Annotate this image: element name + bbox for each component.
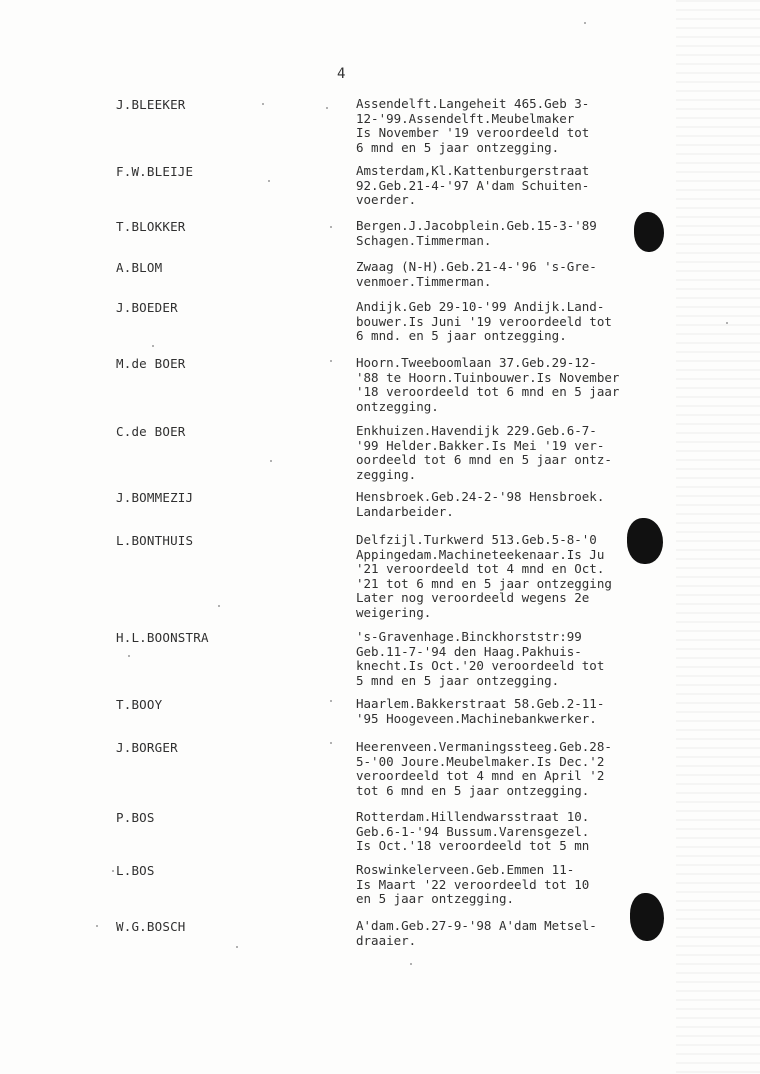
details-line: Later nog veroordeeld wegens 2e	[356, 590, 590, 606]
details-line: Is Oct.'18 veroordeeld tot 5 mn	[356, 838, 590, 854]
details-line: Enkhuizen.Havendijk 229.Geb.6-7-	[356, 423, 597, 438]
details-line: zegging.	[356, 466, 417, 482]
details-line: Amsterdam,Kl.Kattenburgerstraat	[356, 163, 590, 178]
details-line: Geb.6-1-'94 Bussum.Varensgezel.	[356, 823, 590, 839]
details-line: voerder.	[356, 192, 417, 208]
details-line: 6 mnd. en 5 jaar ontzegging.	[356, 328, 567, 344]
person-name: T.BOOY	[116, 697, 163, 712]
person-details	[356, 164, 656, 208]
details-line: 6 mnd en 5 jaar ontzegging.	[356, 139, 560, 155]
details-line: veroordeeld tot 4 mnd en April '2	[356, 768, 605, 784]
details-line: 's-Gravenhage.Binckhorststr:99	[356, 629, 582, 644]
details-line: 92.Geb.21-4-'97 A'dam Schuiten-	[356, 177, 590, 193]
person-name: C.de BOER	[116, 424, 186, 439]
person-details	[356, 300, 656, 344]
person-name: H.L.BOONSTRA	[116, 630, 209, 645]
paper-speck	[218, 605, 220, 607]
person-details	[356, 356, 656, 414]
person-name: L.BONTHUIS	[116, 533, 194, 548]
details-line: A'dam.Geb.27-9-'98 A'dam Metsel-	[356, 918, 597, 933]
ink-blot	[634, 212, 664, 252]
details-line: ontzegging.	[356, 398, 439, 414]
paper-speck	[152, 345, 154, 347]
person-name: J.BLEEKER	[116, 97, 186, 112]
details-line: 5-'00 Joure.Meubelmaker.Is Dec.'2	[356, 753, 605, 769]
details-line: draaier.	[356, 932, 417, 948]
paper-speck	[112, 870, 114, 872]
person-name: L.BOS	[116, 863, 155, 878]
person-details	[356, 863, 656, 907]
person-details	[356, 260, 656, 289]
details-line: '21 tot 6 mnd en 5 jaar ontzegging	[356, 575, 612, 591]
details-line: weigering.	[356, 604, 432, 620]
details-line: '21 veroordeeld tot 4 mnd en Oct.	[356, 561, 605, 577]
details-line: bouwer.Is Juni '19 veroordeeld tot	[356, 313, 612, 329]
person-name: A.BLOM	[116, 260, 163, 275]
paper-speck	[726, 322, 728, 324]
details-line: Is November '19 veroordeeld tot	[356, 125, 590, 141]
details-line: knecht.Is Oct.'20 veroordeeld tot	[356, 658, 605, 674]
paper-speck	[330, 700, 332, 702]
details-line: en 5 jaar ontzegging.	[356, 891, 515, 907]
paper-speck	[270, 460, 272, 462]
person-details	[356, 533, 656, 621]
person-details	[356, 424, 656, 482]
person-name: P.BOS	[116, 810, 155, 825]
person-details	[356, 97, 656, 155]
paper-speck	[330, 226, 332, 228]
details-line: Andijk.Geb 29-10-'99 Andijk.Land-	[356, 299, 605, 314]
details-line: Landarbeider.	[356, 503, 454, 519]
person-name: T.BLOKKER	[116, 219, 186, 234]
details-line: Rotterdam.Hillendwarsstraat 10.	[356, 809, 590, 824]
details-line: '99 Helder.Bakker.Is Mei '19 ver-	[356, 437, 605, 453]
person-name: F.W.BLEIJE	[116, 164, 194, 179]
details-line: Geb.11-7-'94 den Haag.Pakhuis-	[356, 643, 582, 659]
page-number: 4	[337, 66, 346, 82]
details-line: Hoorn.Tweeboomlaan 37.Geb.29-12-	[356, 355, 597, 370]
paper-speck	[236, 946, 238, 948]
details-line: oordeeld tot 6 mnd en 5 jaar ontz-	[356, 452, 612, 468]
paper-speck	[128, 655, 130, 657]
person-details	[356, 740, 656, 798]
details-line: Heerenveen.Vermaningssteeg.Geb.28-	[356, 739, 612, 754]
details-line: Assendelft.Langeheit 465.Geb 3-	[356, 96, 590, 111]
person-details	[356, 219, 656, 248]
paper-speck	[330, 742, 332, 744]
paper-speck	[410, 963, 412, 965]
details-line: Zwaag (N-H).Geb.21-4-'96 's-Gre-	[356, 259, 597, 274]
paper-speck	[326, 107, 328, 109]
person-details	[356, 919, 656, 948]
paper-speck	[268, 180, 270, 182]
details-line: Roswinkelerveen.Geb.Emmen 11-	[356, 862, 575, 877]
details-line: Delfzijl.Turkwerd 513.Geb.5-8-'0	[356, 532, 597, 547]
ink-blot	[630, 893, 664, 941]
person-details	[356, 810, 656, 854]
paper-speck	[330, 360, 332, 362]
details-line: '88 te Hoorn.Tuinbouwer.Is November	[356, 369, 620, 385]
paper-speck	[584, 22, 586, 24]
person-details	[356, 630, 656, 688]
details-line: '18 veroordeeld tot 6 mnd en 5 jaar	[356, 384, 620, 400]
details-line: '95 Hoogeveen.Machinebankwerker.	[356, 710, 597, 726]
person-name: M.de BOER	[116, 356, 186, 371]
person-name: J.BOMMEZIJ	[116, 490, 194, 505]
details-line: Haarlem.Bakkerstraat 58.Geb.2-11-	[356, 696, 605, 711]
paper-speck	[262, 103, 264, 105]
person-name: J.BOEDER	[116, 300, 178, 315]
details-line: Hensbroek.Geb.24-2-'98 Hensbroek.	[356, 489, 605, 504]
details-line: Bergen.J.Jacobplein.Geb.15-3-'89	[356, 218, 597, 233]
paper-speck	[96, 925, 98, 927]
details-line: Appingedam.Machineteekenaar.Is Ju	[356, 546, 605, 562]
person-details	[356, 490, 656, 519]
details-line: 5 mnd en 5 jaar ontzegging.	[356, 672, 560, 688]
details-line: 12-'99.Assendelft.Meubelmaker	[356, 110, 575, 126]
ink-blot	[627, 518, 663, 564]
details-line: tot 6 mnd en 5 jaar ontzegging.	[356, 782, 590, 798]
page-edge-shadow	[676, 0, 760, 1074]
details-line: Is Maart '22 veroordeeld tot 10	[356, 876, 590, 892]
details-line: venmoer.Timmerman.	[356, 273, 492, 289]
details-line: Schagen.Timmerman.	[356, 232, 492, 248]
person-name: J.BORGER	[116, 740, 178, 755]
person-details	[356, 697, 656, 726]
person-name: W.G.BOSCH	[116, 919, 186, 934]
